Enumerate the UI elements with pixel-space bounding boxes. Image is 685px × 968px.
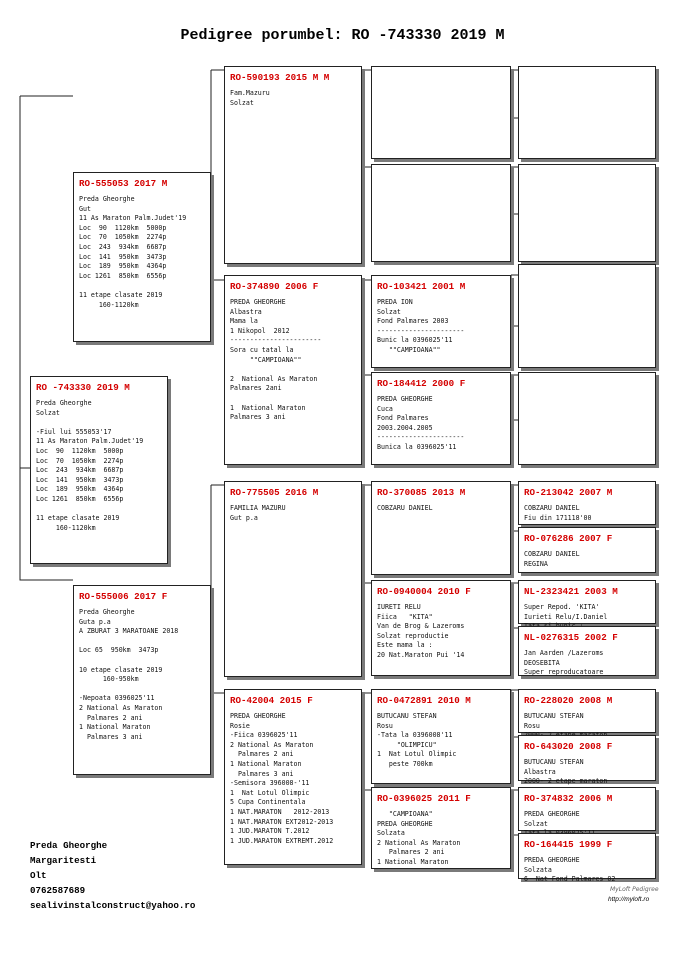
card-id: RO-555053 2017 M [79, 178, 168, 189]
card-sds[interactable] [371, 275, 511, 368]
card-id: RO-590193 2015 M M [230, 72, 330, 83]
owner-email: sealivinstalconstruct@yahoo.ro [30, 900, 196, 911]
card-details: COBZARU DANIEL REGINA [524, 550, 580, 568]
card-sire-dam[interactable] [224, 275, 362, 465]
card-details: PREDA GHEORGHE Cuca Fond Palmares 2003.2004.2005 ---------------------- Bunica la 0396025'11 [377, 395, 465, 451]
signature-logo: MyLoft Pedigree [610, 886, 659, 893]
card-gen4-3[interactable] [518, 264, 656, 368]
card-dsd[interactable] [371, 580, 511, 676]
card-ddd[interactable] [371, 787, 511, 869]
card-details: BUTUCANU STEFAN Albastra 2000- 2 etape maraton [524, 758, 608, 786]
card-gen4-8[interactable] [518, 626, 656, 676]
card-id: RO-213042 2007 M [524, 487, 613, 498]
card-gen4-5[interactable] [518, 481, 656, 525]
card-id: RO-370085 2013 M [377, 487, 466, 498]
card-details: Preda Gheorghe Solzat -Fiul lui 555053'17 11 As Maraton Palm.Judet'19 Loc 90 1120km 5000p Loc 70 1050km 2274p Loc 243 934km 6687p Loc 141 950km 3473p Loc 189 950km 4364p Loc 1261 850km 6556p 11 etape clasate 2019 160-1120km [36, 399, 144, 532]
owner-name: Preda Gheorghe [30, 840, 108, 851]
card-gen4-12[interactable] [518, 833, 656, 884]
card-gen4-9[interactable] [518, 689, 656, 733]
card-details: Preda Gheorghe Gut 11 As Maraton Palm.Judet'19 Loc 90 1120km 5000p Loc 70 1050km 2274p Loc 243 934km 6687p Loc 141 950km 3473p Loc 189 950km 4364p Loc 1261 850km 6556p 11 etape clasate 2019 160-1120km [79, 195, 187, 309]
card-gen4-2[interactable] [518, 164, 656, 262]
card-id: RO-555006 2017 F [79, 591, 168, 602]
card-id: RO-374890 2006 F [230, 281, 319, 292]
card-details: PREDA GHEORGHE Rosie -Fiica 0396025'11 2 National As Maraton Palmares 2 ani 1 National Maraton Palmares 3 ani -Semisora 396008-'11 1 Nat Lotul Olimpic 5 Cupa Continentala 1 NAT.MARATON 2012-2013 1 NAT.MARATON EXT2012-2013 1 JUD.MARATON T.2012 1 JUD.MARATON EXTREMT.2012 [230, 712, 334, 845]
card-subject[interactable] [30, 376, 168, 564]
card-id: RO-0472891 2010 M [377, 695, 471, 706]
card-details: Jan Aarden /Lazeroms DEOSEBITA Super reproducatoare [524, 649, 604, 677]
card-details: Fam.Mazuru Solzat [230, 89, 270, 107]
card-sire[interactable] [73, 172, 211, 342]
card-sire-sire[interactable] [224, 66, 362, 264]
card-dam-sire[interactable] [224, 481, 362, 677]
card-id: RO-228020 2008 M [524, 695, 613, 706]
card-dss[interactable] [371, 481, 511, 575]
card-details: FAMILIA MAZURU Gut p.a [230, 504, 286, 522]
card-gen4-11[interactable] [518, 787, 656, 831]
card-details: Super Repod. 'KITA' Iurieti Relu/I.Daniel [524, 603, 608, 621]
owner-county: Olt [30, 870, 47, 881]
card-details: "CAMPIOANA" PREDA GHEORGHE Solzata 2 National As Maraton Palmares 2 ani 1 National Maraton [377, 810, 461, 866]
card-id: RO -743330 2019 M [36, 382, 130, 393]
owner-locality: Margaritesti [30, 855, 97, 866]
card-id: RO-076286 2007 F [524, 533, 613, 544]
card-sdd[interactable] [371, 372, 511, 465]
card-id: RO-374832 2006 M [524, 793, 613, 804]
card-details: COBZARU DANIEL [377, 504, 433, 512]
card-gen4-7[interactable] [518, 580, 656, 624]
footer-url[interactable]: http://myloft.ro [608, 896, 650, 903]
card-gen4-10[interactable] [518, 735, 656, 786]
owner-phone: 0762587689 [30, 885, 86, 896]
owner-info [30, 838, 195, 913]
card-id: NL-0276315 2002 F [524, 632, 618, 643]
card-sss[interactable] [371, 66, 511, 159]
card-dds[interactable] [371, 689, 511, 784]
card-id: RO-42004 2015 F [230, 695, 313, 706]
card-id: RO-0396025 2011 F [377, 793, 471, 804]
card-ssd[interactable] [371, 164, 511, 262]
card-details: COBZARU DANIEL Fiu din 171118'00 [524, 504, 592, 522]
card-details: PREDA ION Solzat Fond Palmares 2003 ---------------------- Bunic la 0396025'11 ""CAMPIOANA"" [377, 298, 465, 354]
card-details: IURETI RELU Fiica "KITA" Van de Brog & Lazeroms Solzat reproductie Este mama la : 20 Nat.Maraton Pui '14 [377, 603, 465, 659]
card-dam[interactable] [73, 585, 211, 775]
card-id: RO-103421 2001 M [377, 281, 466, 292]
card-details: BUTUCANU STEFAN Rosu -Tata la 0396008'11 "OLIMPICU" 1 Nat Lotul Olimpic peste 700km [377, 712, 457, 768]
card-id: RO-643020 2008 F [524, 741, 613, 752]
card-details: PREDA GHEORGHE Albastra Mama la 1 Nikopol 2012 ----------------------- Sora cu tatal la ""CAMPIOANA"" 2 National As Maraton Palmares 2ani 1 National Maraton Palmares 3 ani [230, 298, 322, 422]
card-id: NL-2323421 2003 M [524, 586, 618, 597]
card-id: RO-184412 2000 F [377, 378, 466, 389]
page-title: Pedigree porumbel: RO -743330 2019 M [180, 27, 505, 44]
card-details: PREDA GHEORGHE Solzata 6 Nat Fond Palmares 02 [524, 856, 616, 884]
card-dam-dam[interactable] [224, 689, 362, 865]
card-id: RO-0940004 2010 F [377, 586, 471, 597]
card-gen4-6[interactable] [518, 527, 656, 573]
card-details: BUTUCANU STEFAN Rosu [524, 712, 584, 730]
card-gen4-4[interactable] [518, 372, 656, 465]
card-details: PREDA GHEORGHE Solzat [524, 810, 580, 828]
card-id: RO-775505 2016 M [230, 487, 319, 498]
card-id: RO-164415 1999 F [524, 839, 613, 850]
card-details: Preda Gheorghe Guta p.a A ZBURAT 3 MARATOANE 2018 Loc 65 950km 3473p 10 etape clasate 2019 160-950km -Nepoata 0396025'11 2 National As Maraton Palmares 2 ani 1 National Maraton Palmares 3 ani [79, 608, 179, 741]
card-gen4-1[interactable] [518, 66, 656, 159]
